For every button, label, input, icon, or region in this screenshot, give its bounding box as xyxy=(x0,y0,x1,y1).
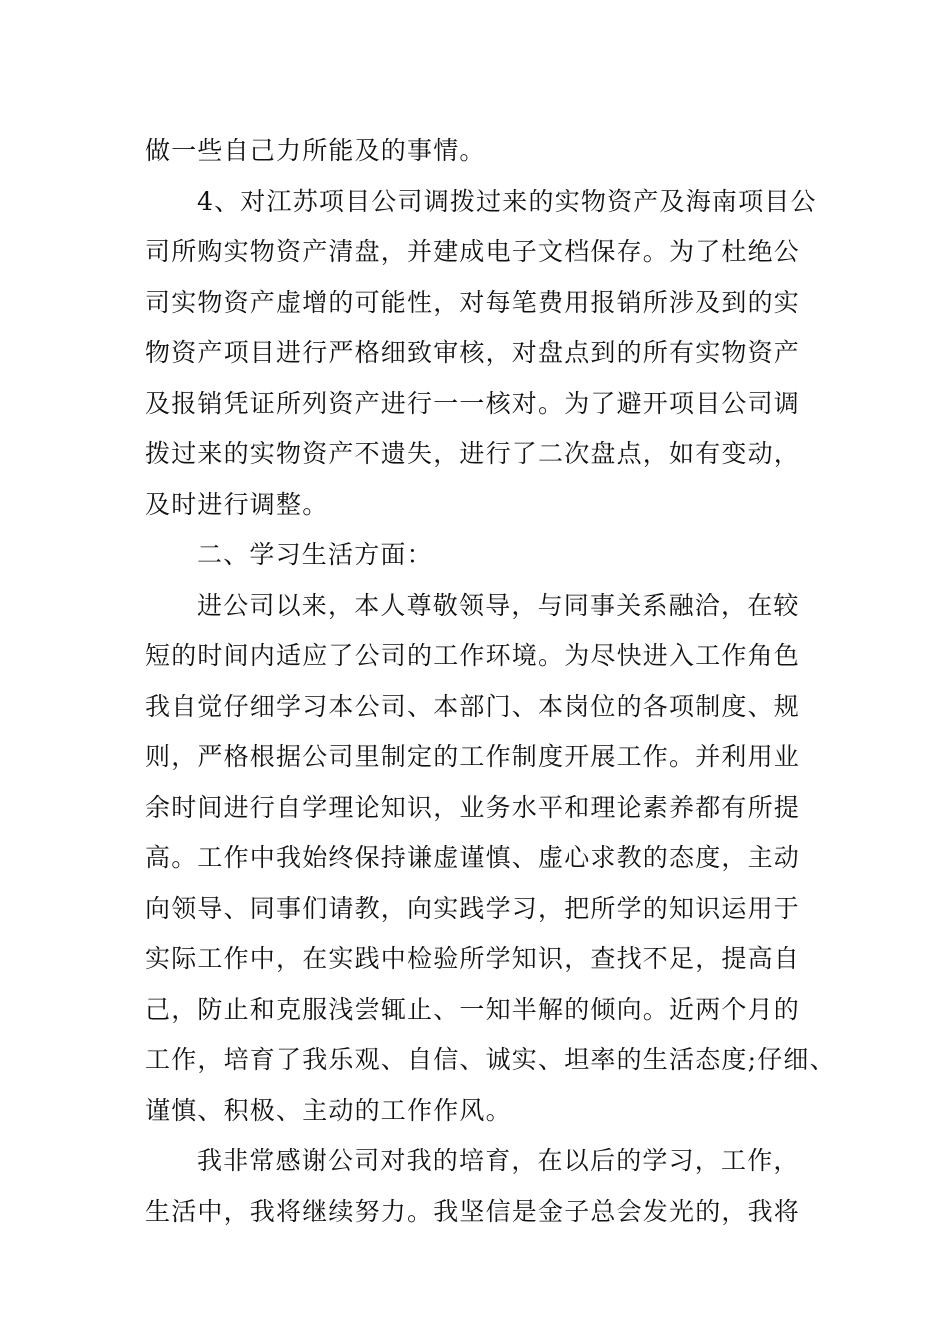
paragraph-start-line: 进公司以来，本人尊敬领导，与同事关系融洽，在较 xyxy=(197,590,800,620)
text-line: 余时间进行自学理论知识，业务水平和理论素养都有所提 xyxy=(145,792,801,822)
text-line: 司实物资产虚增的可能性，对每笔费用报销所涉及到的实 xyxy=(145,287,801,317)
text-line: 谨慎、积极、主动的工作作风。 xyxy=(145,1095,512,1125)
text-line: 短的时间内适应了公司的工作环境。为尽快进入工作角色 xyxy=(145,641,801,670)
text-line: 向领导、同事们请教，向实践学习，把所学的知识运用于 xyxy=(145,893,801,923)
text-line: 高。工作中我始终保持谦虚谨慎、虚心求教的态度，主动 xyxy=(145,843,801,872)
text-line: 工作，培育了我乐观、自信、诚实、坦率的生活态度;仔细、 xyxy=(145,1045,836,1074)
text-line: 及报销凭证所列资产进行一一核对。为了避开项目公司调 xyxy=(145,388,801,418)
text-line: 做一些自己力所能及的事情。 xyxy=(145,136,486,165)
text-line: 物资产项目进行严格细致审核，对盘点到的所有实物资产 xyxy=(145,338,801,367)
text-line: 我自觉仔细学习本公司、本部门、本岗位的各项制度、规 xyxy=(145,691,801,721)
text-line: 实际工作中，在实践中检验所学知识，查找不足，提高自 xyxy=(145,944,801,973)
text-line: 司所购实物资产清盘，并建成电子文档保存。为了杜绝公 xyxy=(145,237,801,266)
text-line: 己，防止和克服浅尝辄止、一知半解的倾向。近两个月的 xyxy=(145,994,801,1024)
text-line: 及时进行调整。 xyxy=(145,489,329,519)
section-heading: 二、学习生活方面： xyxy=(197,540,433,569)
text-line: 拨过来的实物资产不遗失，进行了二次盘点，如有变动， xyxy=(145,439,801,468)
paragraph-start-line: 我非常感谢公司对我的培育，在以后的学习，工作， xyxy=(197,1146,800,1175)
text-line: 则，严格根据公司里制定的工作制度开展工作。并利用业 xyxy=(145,742,801,771)
paragraph-start-line: 4、对江苏项目公司调拨过来的实物资产及海南项目公 xyxy=(197,186,817,216)
text-line: 生活中，我将继续努力。我坚信是金子总会发光的，我将 xyxy=(145,1196,801,1226)
document-body xyxy=(145,126,836,1237)
